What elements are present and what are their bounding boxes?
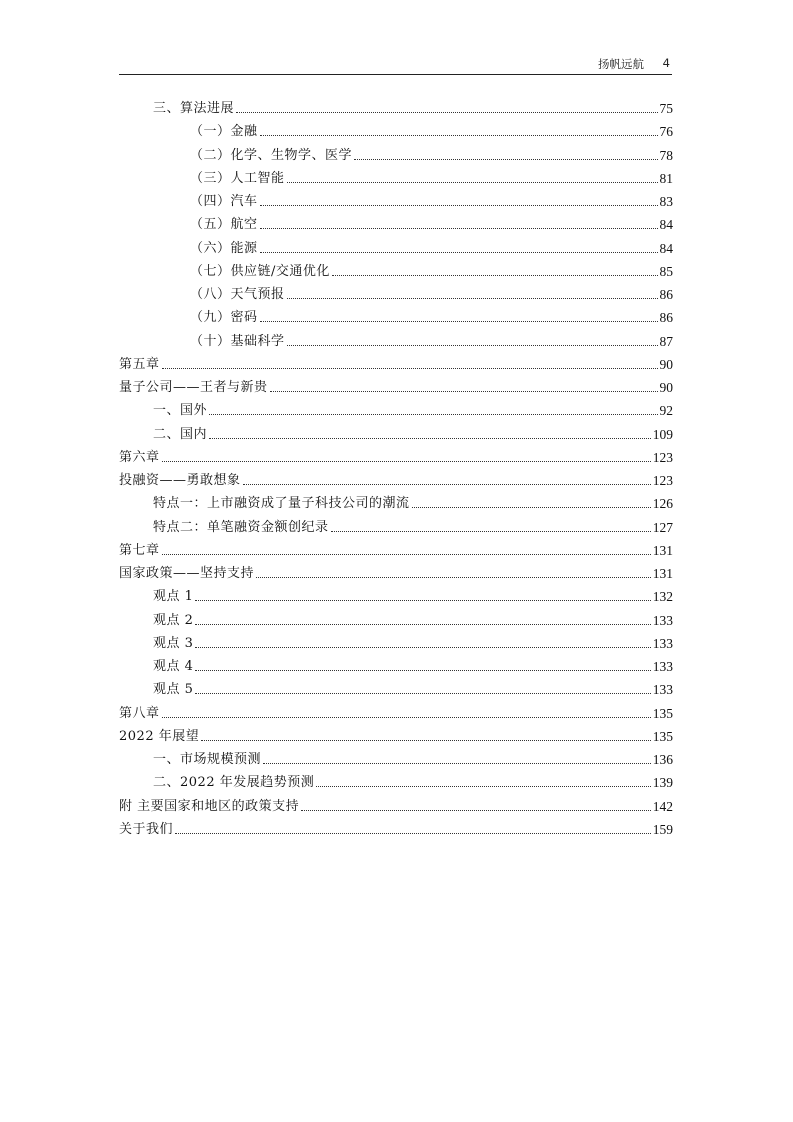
toc-entry-page: 131: [652, 566, 673, 581]
toc-dot-leader: [301, 810, 651, 811]
toc-entry-page: 136: [652, 752, 673, 767]
toc-dot-leader: [412, 507, 651, 508]
toc-entry-label: （八）天气预报: [190, 287, 285, 302]
toc-entry[interactable]: [119, 353, 673, 373]
header-page-number: 4: [662, 56, 670, 70]
toc-entry-label: 二、2022 年发展趋势预测: [153, 775, 315, 791]
toc-entry-page: 90: [659, 380, 673, 395]
toc-entry-label: 特点二：单笔融资金额创纪录: [153, 519, 329, 535]
toc-dot-leader: [195, 647, 650, 648]
toc-entry-label: （七）供应链/交通优化: [190, 263, 330, 279]
toc-dot-leader: [162, 554, 651, 555]
toc-entry[interactable]: [119, 376, 673, 396]
toc-entry[interactable]: [190, 330, 673, 350]
toc-entry[interactable]: [119, 539, 673, 559]
toc-entry-page: 109: [652, 426, 673, 442]
toc-entry[interactable]: [153, 492, 673, 512]
toc-entry[interactable]: [153, 748, 673, 768]
toc-dot-leader: [195, 693, 650, 694]
toc-entry-page: 123: [652, 473, 673, 488]
toc-entry-page: 92: [659, 403, 673, 419]
toc-entry-label: 观点 4: [153, 659, 194, 674]
toc-entry-page: 133: [652, 635, 673, 651]
toc-entry[interactable]: [190, 306, 673, 326]
toc-dot-leader: [354, 159, 657, 160]
toc-entry[interactable]: [119, 702, 673, 722]
toc-entry[interactable]: [190, 283, 673, 303]
toc-entry-page: 84: [659, 240, 673, 256]
toc-entry-label: 国家政策——坚持支持: [119, 566, 255, 581]
toc-entry[interactable]: [153, 609, 673, 629]
toc-entry[interactable]: [153, 632, 673, 652]
toc-dot-leader: [162, 461, 651, 462]
toc-dot-leader: [175, 833, 651, 834]
toc-entry[interactable]: [153, 771, 673, 791]
header-title: 扬帆远航: [598, 57, 644, 71]
toc-entry-label: 特点一：上市融资成了量子科技公司的潮流: [153, 496, 410, 512]
toc-entry-page: 84: [659, 217, 673, 233]
toc-entry-label: 观点 1: [153, 589, 194, 605]
toc-dot-leader: [263, 763, 651, 764]
toc-dot-leader: [256, 577, 651, 578]
toc-entry-label: 第六章: [119, 449, 160, 465]
toc-entry-page: 159: [652, 821, 673, 837]
toc-dot-leader: [287, 182, 658, 183]
toc-entry-label: 量子公司——王者与新贵: [119, 380, 268, 395]
toc-entry[interactable]: [190, 237, 673, 257]
toc-entry-page: 135: [652, 728, 673, 744]
toc-entry[interactable]: [153, 655, 673, 675]
toc-entry-page: 81: [659, 170, 673, 186]
toc-dot-leader: [270, 391, 658, 392]
toc-entry-page: 135: [652, 705, 673, 721]
toc-entry[interactable]: [153, 97, 673, 117]
toc-dot-leader: [236, 112, 657, 113]
toc-dot-leader: [331, 531, 651, 532]
toc-entry-label: （九）密码: [190, 310, 258, 326]
toc-entry-page: 75: [659, 101, 673, 116]
toc-entry[interactable]: [119, 469, 673, 489]
toc-entry-page: 127: [652, 519, 673, 535]
toc-entry-label: 一、国外: [153, 403, 208, 419]
toc-dot-leader: [162, 368, 658, 369]
toc-dot-leader: [260, 321, 658, 322]
toc-entry-label: 二、国内: [153, 426, 208, 442]
toc-entry-label: （三）人工智能: [190, 170, 285, 186]
toc-entry-page: 85: [659, 263, 673, 279]
toc-entry[interactable]: [119, 725, 673, 745]
toc-entry-label: 关于我们: [119, 821, 174, 837]
toc-dot-leader: [201, 740, 651, 741]
toc-dot-leader: [195, 670, 650, 671]
toc-dot-leader: [209, 438, 651, 439]
toc-entry-label: 附 主要国家和地区的政策支持: [119, 798, 300, 814]
toc-entry-page: 90: [659, 356, 673, 372]
toc-entry-label: （二）化学、生物学、医学: [190, 147, 353, 163]
toc-entry[interactable]: [119, 446, 673, 466]
toc-dot-leader: [243, 484, 651, 485]
toc-entry-page: 133: [652, 612, 673, 628]
toc-entry[interactable]: [153, 516, 673, 536]
toc-entry-label: （四）汽车: [190, 194, 258, 209]
toc-entry-page: 133: [652, 659, 673, 674]
toc-entry-label: 观点 3: [153, 635, 194, 651]
toc-entry[interactable]: [153, 423, 673, 443]
toc-dot-leader: [316, 786, 651, 787]
toc-entry[interactable]: [190, 120, 673, 140]
toc-entry[interactable]: [190, 190, 673, 210]
toc-entry-label: 第七章: [119, 542, 160, 558]
toc-entry-page: 131: [652, 542, 673, 558]
toc-entry[interactable]: [153, 585, 673, 605]
toc-entry-page: 142: [652, 798, 673, 814]
toc-entry-page: 133: [652, 682, 673, 698]
toc-entry[interactable]: [153, 399, 673, 419]
toc-dot-leader: [195, 600, 650, 601]
toc-entry-label: 第五章: [119, 356, 160, 372]
toc-entry[interactable]: [119, 795, 673, 815]
toc-entry-page: 132: [652, 589, 673, 605]
toc-dot-leader: [260, 205, 658, 206]
toc-entry-page: 139: [652, 775, 673, 791]
toc-entry-label: 观点 2: [153, 612, 194, 628]
toc-entry[interactable]: [153, 678, 673, 698]
toc-entry-label: 三、算法进展: [153, 101, 235, 116]
toc-dot-leader: [195, 624, 650, 625]
toc-entry-label: （五）航空: [190, 217, 258, 233]
toc-entry-label: 第八章: [119, 705, 160, 721]
page-header: [119, 54, 672, 75]
toc-entry-label: 投融资——勇敢想象: [119, 473, 241, 488]
toc-entry-page: 86: [659, 310, 673, 326]
toc-entry-page: 76: [659, 124, 673, 140]
toc-dot-leader: [332, 275, 658, 276]
toc-dot-leader: [287, 298, 658, 299]
toc-entry-page: 123: [652, 449, 673, 465]
toc-entry[interactable]: [190, 260, 673, 280]
toc-entry-label: （六）能源: [190, 240, 258, 256]
toc-dot-leader: [287, 345, 658, 346]
toc-entry[interactable]: [190, 167, 673, 187]
toc-entry-page: 78: [659, 147, 673, 163]
toc-dot-leader: [162, 717, 651, 718]
toc-entry-page: 126: [652, 496, 673, 512]
toc-entry-page: 86: [659, 287, 673, 302]
toc-dot-leader: [209, 414, 657, 415]
toc-entry-label: （十）基础科学: [190, 333, 285, 349]
toc-entry-page: 87: [659, 333, 673, 349]
toc-dot-leader: [260, 228, 658, 229]
toc-entry[interactable]: [119, 818, 673, 838]
toc-dot-leader: [260, 135, 658, 136]
toc-entry[interactable]: [190, 213, 673, 233]
toc-entry-label: 一、市场规模预测: [153, 752, 262, 767]
toc-entry-page: 83: [659, 194, 673, 209]
toc-dot-leader: [260, 252, 658, 253]
toc-entry-label: 2022 年展望: [119, 728, 200, 744]
toc-entry[interactable]: [119, 562, 673, 582]
toc-entry-label: （一）金融: [190, 124, 258, 140]
toc-entry[interactable]: [190, 144, 673, 164]
toc-entry-label: 观点 5: [153, 682, 194, 698]
